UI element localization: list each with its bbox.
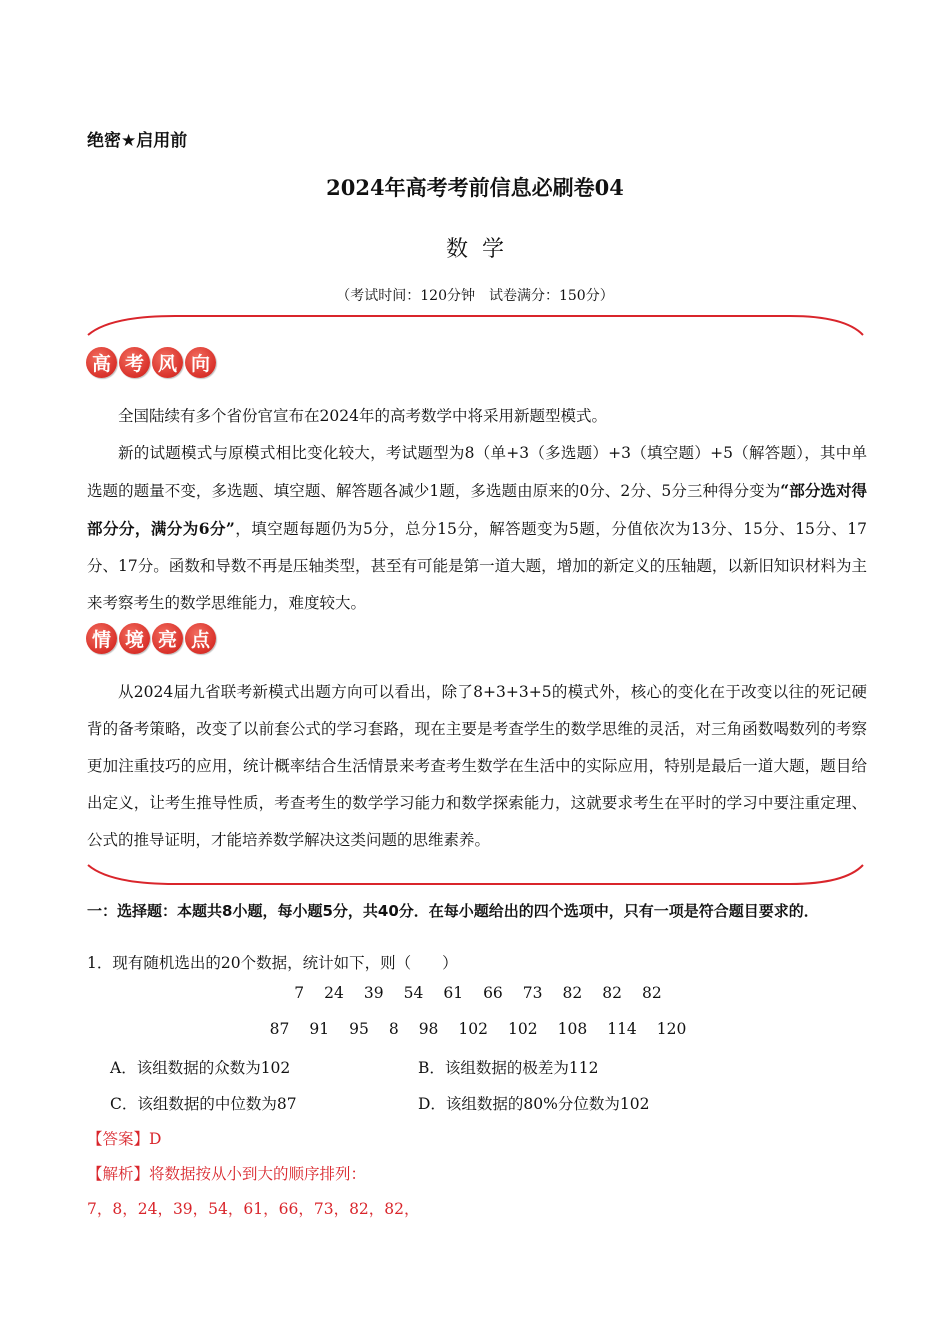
- option-c: C．该组数据的中位数为87: [110, 1095, 297, 1113]
- data-row-2: [0, 1020, 950, 1038]
- answer-line: 【答案】D: [87, 1130, 162, 1148]
- badge-char: 风: [152, 347, 183, 378]
- data-cell: 7: [294, 984, 305, 1002]
- subject-title: 数学: [445, 237, 518, 262]
- trend-paragraph-1: 全国陆续有多个省份官宣布在2024年的高考数学中将采用新题型模式。: [118, 407, 607, 425]
- analysis-line: 【解析】将数据按从小到大的顺序排列：: [87, 1165, 367, 1183]
- trend-paragraph-2: [87, 435, 867, 622]
- highlight-text: [87, 674, 867, 859]
- data-cell: 87: [269, 1020, 290, 1038]
- data-cell: 8: [388, 1020, 399, 1038]
- data-cell: 91: [309, 1020, 330, 1038]
- data-cell: 82: [602, 984, 622, 1002]
- data-cell: 39: [363, 984, 384, 1002]
- badge-char: 亮: [152, 623, 183, 654]
- trend-text-bold: “部分选对得部分分，满分为6分”: [87, 481, 868, 538]
- trend-text-a: 新的试题模式与原模式相比变化较大，考试题型为8（单+3（多选题）+3（填空题）+5（解答题），其中单选题的题量不变，多选题、填空题、解答题各减少1题，多选题由原来的0分、2分、5分三种得分变为: [87, 444, 867, 500]
- question-1-stem: 1．现有随机选出的20个数据，统计如下，则（ ）: [87, 954, 458, 972]
- data-cell: 108: [557, 1020, 588, 1038]
- sorted-data-line: 7，8，24，39，54，61，66，73，82，82，: [87, 1200, 420, 1218]
- option-a: A．该组数据的众数为102: [110, 1059, 291, 1077]
- data-cell: 82: [562, 984, 583, 1002]
- badge-char: 点: [185, 623, 216, 654]
- exam-info: （考试时间：120分钟 试卷满分：150分）: [336, 288, 614, 304]
- data-cell: 120: [656, 1020, 687, 1038]
- option-b: B．该组数据的极差为112: [418, 1059, 599, 1077]
- highlight-badge: [86, 623, 216, 654]
- data-cell: 66: [483, 984, 503, 1002]
- data-cell: 98: [418, 1020, 439, 1038]
- badge-char: 情: [86, 623, 117, 654]
- data-cell: 73: [522, 984, 543, 1002]
- badge-char: 考: [119, 347, 150, 378]
- badge-char: 向: [185, 347, 216, 378]
- secret-label: 绝密★启用前: [87, 131, 188, 151]
- data-cell: 102: [458, 1020, 489, 1038]
- trend-text-b: ，填空题每题仍为5分，总分15分，解答题变为5题，分值依次为13分、15分、15分、17分、17分。函数和导数不再是压轴类型，甚至有可能是第一道大题，增加的新定义的压轴题，以新旧知识材料为主来考察考生的数学思维能力，难度较大。: [87, 520, 868, 612]
- section-heading: 一：选择题：本题共8小题，每小题5分，共40分．在每小题给出的四个选项中，只有一项是符合题目要求的．: [87, 902, 819, 920]
- data-cell: 114: [607, 1020, 637, 1038]
- badge-char: 高: [86, 347, 117, 378]
- badge-char: 境: [119, 623, 150, 654]
- data-cell: 24: [324, 984, 344, 1002]
- data-row-1: [0, 984, 950, 1002]
- trend-text: [87, 398, 867, 622]
- option-d: D．该组数据的80%分位数为102: [418, 1095, 650, 1113]
- top-frame-curve: [88, 316, 863, 335]
- page-title: 2024年高考考前信息必刷卷04: [326, 175, 624, 200]
- data-cell: 61: [443, 984, 464, 1002]
- data-cell: 54: [403, 984, 424, 1002]
- trend-badge: [86, 347, 216, 378]
- data-cell: 102: [508, 1020, 538, 1038]
- data-cell: 95: [349, 1020, 369, 1038]
- data-cell: 82: [642, 984, 662, 1002]
- highlight-paragraph: 从2024届九省联考新模式出题方向可以看出，除了8+3+3+5的模式外，核心的变化在于改变以往的死记硬背的备考策略，改变了以前套公式的学习套路，现在主要是考查学生的数学思维的灵活，对三角函数喝数列的考察更加注重技巧的应用，统计概率结合生活情景来考查考生数学在生活中的实际应用，特别是最后一道大题，题目给出定义，让考生推导性质，考查考生的数学学习能力和数学探索能力，这就要求考生在平时的学习中要注重定理、公式的推导证明，才能培养数学解决这类问题的思维素养。: [87, 683, 867, 849]
- bottom-frame-curve: [88, 865, 863, 884]
